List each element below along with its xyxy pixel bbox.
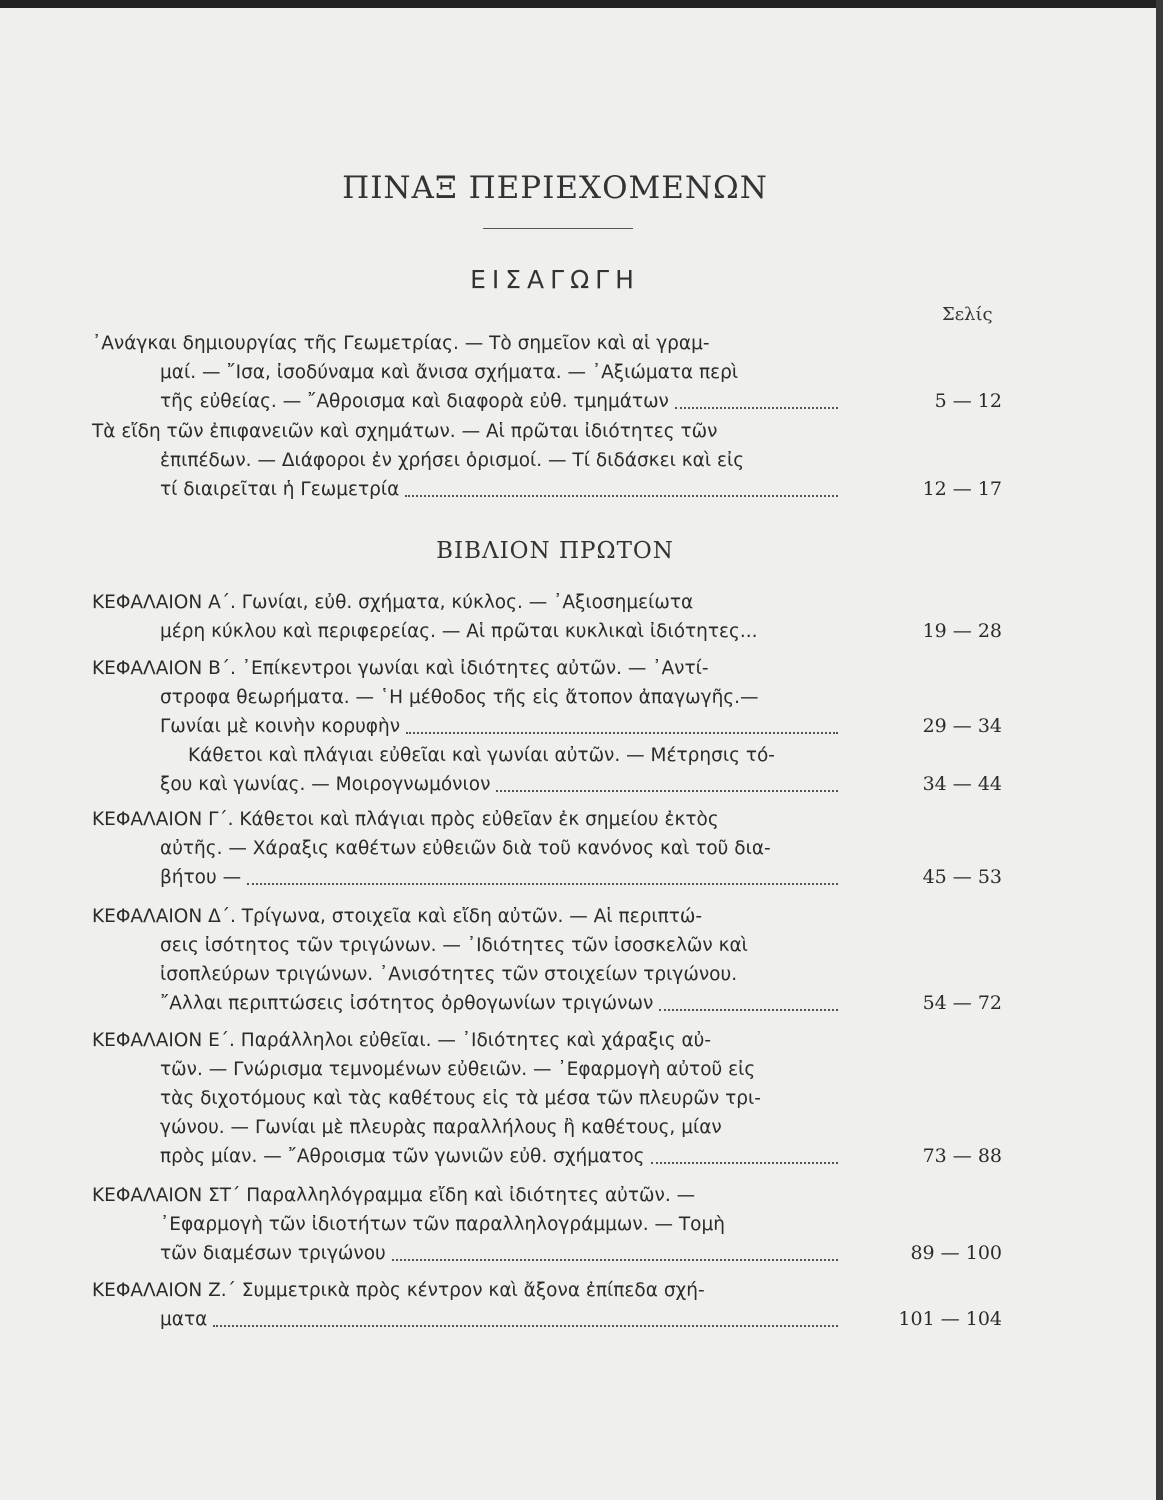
dot-leader (496, 770, 838, 792)
toc-entry (92, 588, 1002, 646)
page-range: 45 — 53 (922, 866, 1002, 888)
entry-line-last (92, 770, 1002, 799)
entry-line-last (92, 1305, 1002, 1334)
entry-line-text: ματα (160, 1309, 208, 1330)
entry-line: ᾿Εφαρμογὴ τῶν ἰδιοτήτων τῶν παραλληλογράμμων. — Τομὴ (160, 1214, 725, 1235)
page-range: 89 — 100 (910, 1242, 1002, 1264)
entry-line-last (92, 1142, 1002, 1171)
book-heading: ΒΙΒΛΙΟΝ ΠΡΩΤΟΝ (436, 538, 674, 564)
entry-line: αὐτῆς. — Χάραξις καθέτων εὐθειῶν διὰ τοῦ κανόνος καὶ τοῦ δια- (160, 838, 771, 859)
entry-line: τῶν. — Γνώρισμα τεμνομένων εὐθειῶν. — ᾿Εφαρμογὴ αὐτοῦ εἰς (160, 1059, 756, 1080)
page-range: 34 — 44 (922, 773, 1002, 795)
toc-entry (92, 741, 1002, 799)
toc-entry (92, 654, 1002, 741)
entry-line-text: μέρη κύκλου καὶ περιφερείας. — Αἱ πρῶται κυκλικαὶ ἰδιότητες... (160, 621, 758, 642)
entry-line-text: βήτου — (160, 867, 242, 888)
entry-line: ΚΕΦΑΛΑΙΟΝ Ε΄. Παράλληλοι εὐθεῖαι. — ᾿Ιδιότητες καὶ χάραξις αὐ- (92, 1030, 712, 1051)
entry-line: ΚΕΦΑΛΑΙΟΝ Β΄. ᾿Επίκεντροι γωνίαι καὶ ἰδιότητες αὐτῶν. — ᾿Αντί- (92, 658, 709, 679)
entry-line-text: τῆς εὐθείας. — ῎Αθροισμα καὶ διαφορὰ εὐθ. τμημάτων (160, 391, 669, 412)
entry-line-last (92, 475, 1002, 504)
entry-line-last (92, 989, 1002, 1018)
entry-line: Κάθετοι καὶ πλάγιαι εὐθεῖαι καὶ γωνίαι αὐτῶν. — Μέτρησις τό- (188, 745, 775, 766)
toc-entry (92, 1181, 1002, 1268)
toc-entry (92, 902, 1002, 1018)
entry-line-text: τῶν διαμέσων τριγώνου (160, 1243, 386, 1264)
entry-line-last (92, 387, 1002, 416)
dot-leader (675, 387, 838, 409)
entry-line-text: τί διαιρεῖται ἡ Γεωμετρία (160, 479, 400, 500)
page-range: 19 — 28 (922, 620, 1002, 642)
dot-leader (764, 617, 838, 637)
entry-line-text: ῎Αλλαι περιπτώσεις ἰσότητος ὀρθογωνίων τριγώνων (160, 993, 654, 1014)
entry-line: Τὰ εἴδη τῶν ἐπιφανειῶν καὶ σχημάτων. — Αἱ πρῶται ἰδιότητες τῶν (92, 421, 718, 442)
entry-line: ἐπιπέδων. — Διάφοροι ἐν χρήσει ὁρισμοί. — Τί διδάσκει καὶ εἰς (160, 450, 745, 471)
entry-line: γώνου. — Γωνίαι μὲ πλευρὰς παραλλήλους ἢ καθέτους, μίαν (160, 1117, 722, 1138)
page-range: 29 — 34 (922, 715, 1002, 737)
entry-line: στροφα θεωρήματα. — ῾Η μέθοδος τῆς εἰς ἄτοπον ἀπαγωγῆς.— (160, 687, 759, 708)
scan-top-edge (0, 0, 1163, 8)
page-range: 5 — 12 (934, 390, 1002, 412)
entry-line: ΚΕΦΑΛΑΙΟΝ ΣΤ΄ Παραλληλόγραμμα εἴδη καὶ ἰδιότητες αὐτῶν. — (92, 1185, 696, 1206)
page-range: 101 — 104 (898, 1308, 1002, 1330)
dot-leader (406, 712, 838, 734)
entry-line-last (92, 1239, 1002, 1268)
entry-line-last (92, 863, 1002, 892)
intro-heading: ΕΙΣΑΓΩΓΗ (470, 265, 640, 294)
entry-line: ᾿Ανάγκαι δημιουργίας τῆς Γεωμετρίας. — Τὸ σημεῖον καὶ αἱ γραμ- (92, 333, 710, 354)
entry-line: ἰσοπλεύρων τριγώνων. ᾿Ανισότητες τῶν στοιχείων τριγώνου. (160, 964, 738, 985)
dot-leader (213, 1305, 838, 1327)
toc-entry (92, 417, 1002, 504)
title-rule (483, 228, 633, 229)
entry-line: ΚΕΦΑΛΑΙΟΝ Ζ.΄ Συμμετρικὰ πρὸς κέντρον καὶ ἄξονα ἐπίπεδα σχή- (92, 1280, 705, 1301)
toc-entry (92, 805, 1002, 892)
page-range: 73 — 88 (922, 1145, 1002, 1167)
entry-line: τὰς διχοτόμους καὶ τὰς καθέτους εἰς τὰ μέσα τῶν πλευρῶν τρι- (160, 1088, 761, 1109)
page-range: 54 — 72 (922, 992, 1002, 1014)
entry-line-text: ξου καὶ γωνίας. — Μοιρογνωμόνιον (160, 774, 491, 795)
entry-line: μαί. — ῎Ισα, ἰσοδύναμα καὶ ἄνισα σχήματα. — ᾿Αξιώματα περὶ (160, 362, 739, 383)
entry-line-last (92, 712, 1002, 741)
dot-leader (651, 1142, 838, 1164)
dot-leader (405, 475, 838, 497)
scan-right-edge (1156, 0, 1163, 1500)
page-title: ΠΙΝΑΞ ΠΕΡΙΕΧΟΜΕΝΩΝ (342, 170, 768, 206)
dot-leader (392, 1239, 838, 1261)
page-range: 12 — 17 (922, 478, 1002, 500)
entry-line: σεις ἰσότητος τῶν τριγώνων. — ᾿Ιδιότητες τῶν ἰσοσκελῶν καὶ (160, 935, 748, 956)
entry-line: ΚΕΦΑΛΑΙΟΝ Δ΄. Τρίγωνα, στοιχεῖα καὶ εἴδη αὐτῶν. — Αἱ περιπτώ- (92, 906, 703, 927)
toc-entry (92, 1276, 1002, 1334)
document-page (0, 8, 1156, 1500)
entry-line-text: πρὸς μίαν. — ῎Αθροισμα τῶν γωνιῶν εὐθ. σχήματος (160, 1146, 645, 1167)
entry-line-last (92, 617, 1002, 646)
dot-leader (659, 989, 838, 1011)
entry-line: ΚΕΦΑΛΑΙΟΝ Α΄. Γωνίαι, εὐθ. σχήματα, κύκλος. — ᾿Αξιοσημείωτα (92, 592, 694, 613)
dot-leader (247, 863, 838, 885)
entry-line-text: Γωνίαι μὲ κοινὴν κορυφὴν (160, 716, 401, 737)
page-column-heading: Σελίς (942, 304, 993, 325)
toc-entry (92, 329, 1002, 416)
entry-line: ΚΕΦΑΛΑΙΟΝ Γ΄. Κάθετοι καὶ πλάγιαι πρὸς εὐθεῖαν ἐκ σημείου ἐκτὸς (92, 809, 719, 830)
toc-entry (92, 1026, 1002, 1171)
